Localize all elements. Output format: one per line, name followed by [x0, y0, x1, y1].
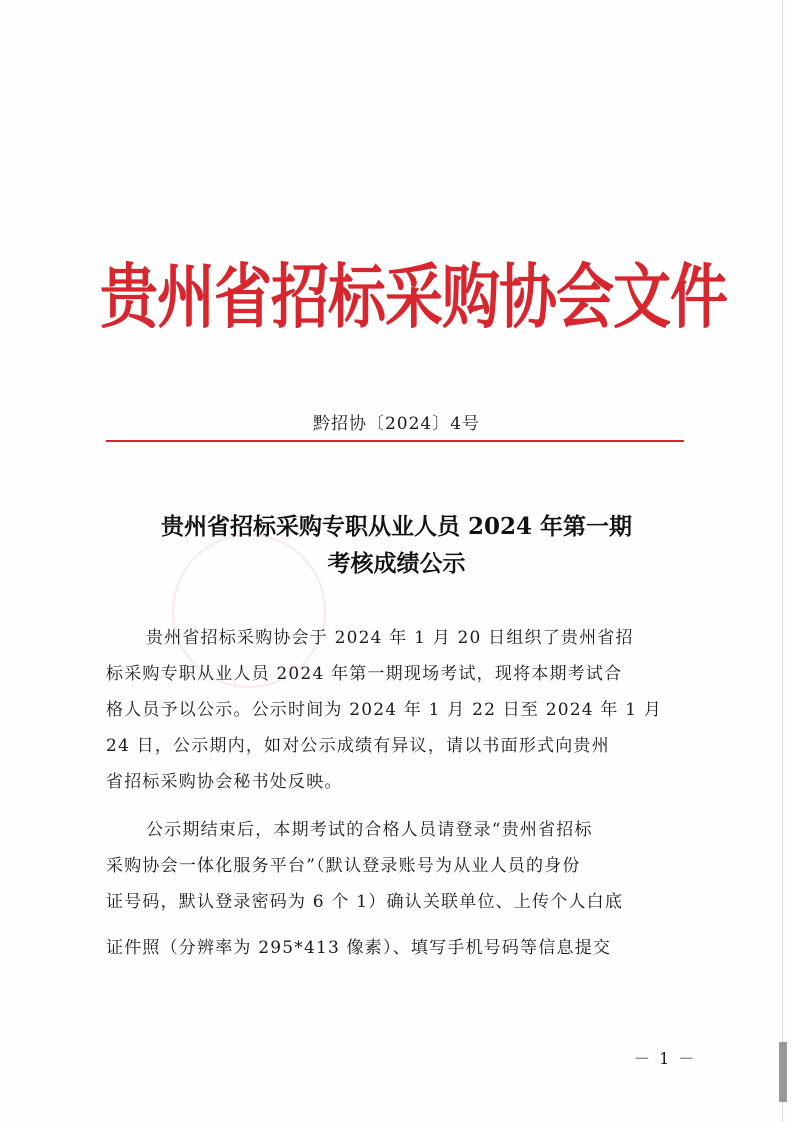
- document-title-line-1: 贵州省招标采购专职从业人员 2024 年第一期: [160, 513, 633, 540]
- body-line-3: 格人员予以公示。公示时间为 2024 年 1 月 22 日至 2024 年 1 月: [106, 700, 663, 720]
- body-line-1: 贵州省招标采购协会于 2024 年 1 月 20 日组织了贵州省招: [146, 628, 634, 648]
- body-line-7: 采购协会一体化服务平台”（默认登录账号为从业人员的身份: [106, 856, 581, 876]
- scan-edge-mark: [779, 1042, 787, 1102]
- body-line-6: 公示期结束后，本期考试的合格人员请登录“贵州省招标: [146, 820, 593, 840]
- body-line-4: 24 日，公示期内，如对公示成绩有异议，请以书面形式向贵州: [106, 736, 610, 756]
- body-line-8: 证号码，默认登录密码为 6 个 1）确认关联单位、上传个人白底: [106, 892, 624, 912]
- body-line-9: 证件照（分辨率为 295*413 像素）、填写手机号码等信息提交: [106, 938, 612, 958]
- document-title-line-2: 考核成绩公示: [327, 550, 466, 577]
- header-red-divider: [106, 440, 684, 442]
- body-line-2: 标采购专职从业人员 2024 年第一期现场考试，现将本期考试合: [106, 664, 623, 684]
- page-number: － 1 －: [634, 1049, 697, 1068]
- organization-header-title: 贵州省招标采购协会文件: [100, 256, 728, 338]
- body-line-5: 省招标采购协会秘书处反映。: [106, 772, 343, 792]
- document-number: 黔招协〔2024〕4号: [312, 414, 481, 434]
